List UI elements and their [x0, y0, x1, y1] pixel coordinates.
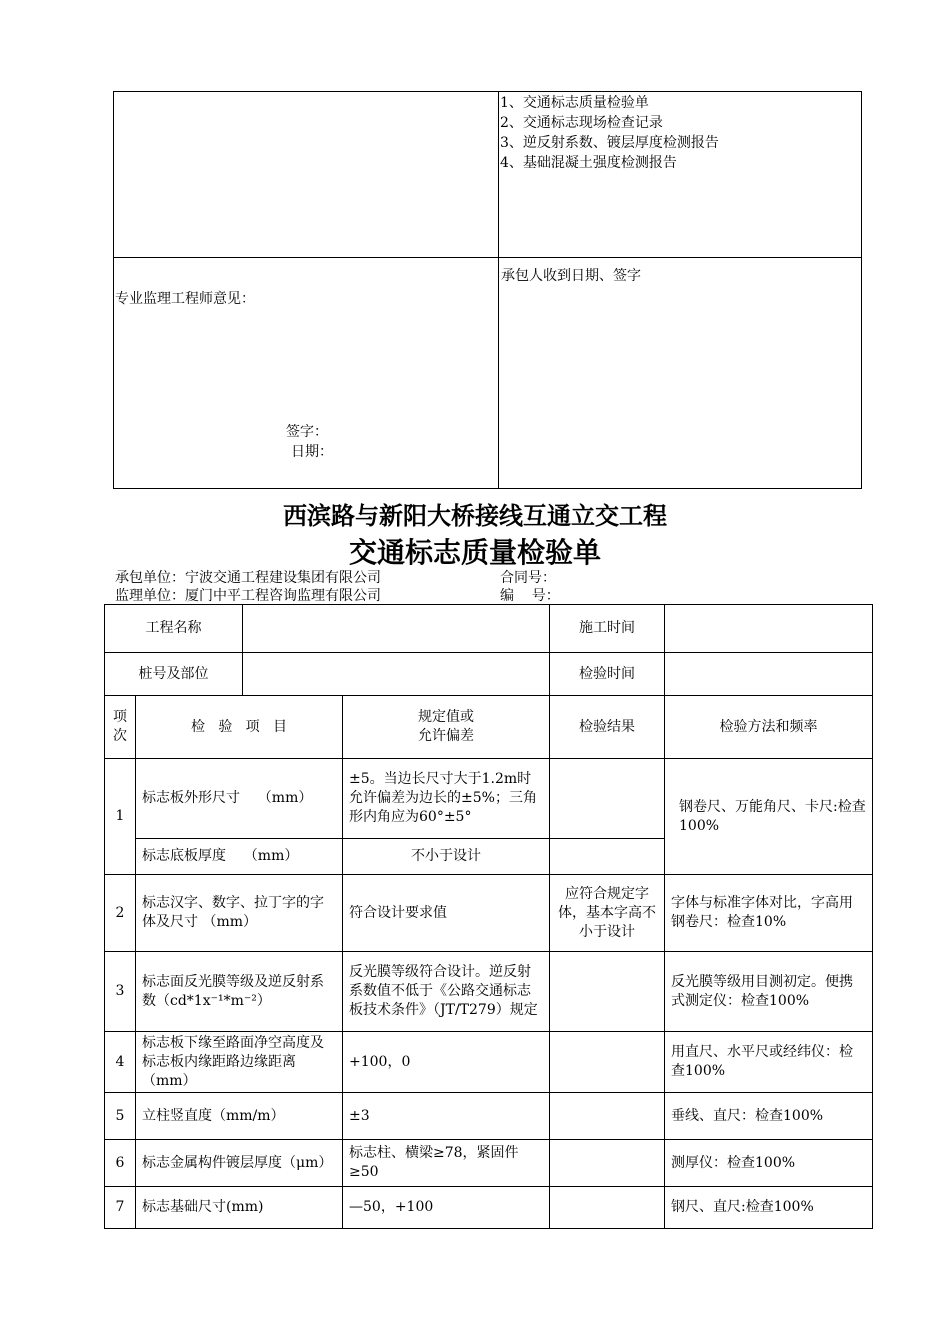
attachment-list	[500, 93, 719, 173]
row-item: 立柱竖直度（mm/m）	[136, 1093, 343, 1140]
attachment-item: 3、逆反射系数、镀层厚度检测报告	[500, 135, 719, 151]
row-index: 6	[105, 1140, 136, 1187]
table-row	[105, 875, 873, 952]
attachment-item: 1、交通标志质量检验单	[500, 95, 649, 111]
table-row	[105, 1187, 873, 1229]
row-item: 标志基础尺寸(mm)	[136, 1187, 343, 1229]
form-title: 交通标志质量检验单	[348, 536, 601, 569]
construction-time-label: 施工时间	[550, 605, 665, 653]
date-label: 日期：	[291, 444, 333, 460]
approval-divider-horizontal	[113, 257, 862, 258]
construction-time-value[interactable]	[665, 605, 873, 653]
row-method: 钢卷尺、万能角尺、卡尺:检查100%	[665, 759, 873, 875]
contractor-unit: 承包单位：宁波交通工程建设集团有限公司	[115, 570, 381, 586]
station-label: 桩号及部位	[105, 653, 243, 696]
table-row	[105, 1032, 873, 1093]
row-result[interactable]	[550, 1187, 665, 1229]
row-item: 标志汉字、数字、拉丁字的字体及尺寸 （mm）	[136, 875, 343, 952]
attachment-item: 4、基础混凝土强度检测报告	[500, 155, 677, 171]
project-name-label: 工程名称	[105, 605, 243, 653]
table-row	[105, 759, 873, 839]
row-result[interactable]	[550, 1032, 665, 1093]
row-spec: —50，+100	[343, 1187, 550, 1229]
inspection-time-label: 检验时间	[550, 653, 665, 696]
header-method: 检验方法和频率	[665, 696, 873, 759]
row-result[interactable]	[550, 1140, 665, 1187]
row-item: 标志底板厚度 （mm）	[136, 839, 343, 875]
approval-divider-vertical	[498, 91, 499, 489]
header-result: 检验结果	[550, 696, 665, 759]
table-row	[105, 653, 873, 696]
header-index: 项次	[105, 696, 136, 759]
row-index: 4	[105, 1032, 136, 1093]
row-result[interactable]	[550, 839, 665, 875]
row-spec: ±3	[343, 1093, 550, 1140]
table-row	[105, 952, 873, 1032]
signature-label: 签字：	[286, 424, 328, 440]
row-index: 2	[105, 875, 136, 952]
attachment-item: 2、交通标志现场检查记录	[500, 115, 663, 131]
row-result[interactable]	[550, 952, 665, 1032]
row-item: 标志板外形尺寸 （mm）	[136, 759, 343, 839]
header-spec: 规定值或 允许偏差	[343, 696, 550, 759]
row-item: 标志金属构件镀层厚度（μm）	[136, 1140, 343, 1187]
table-row	[105, 1140, 873, 1187]
table-row	[105, 605, 873, 653]
row-spec: 标志柱、横梁≥78，紧固件≥50	[343, 1140, 550, 1187]
supervisor-unit: 监理单位：厦门中平工程咨询监理有限公司	[115, 588, 381, 604]
row-spec: ±5。当边长尺寸大于1.2m时允许偏差为边长的±5%；三角形内角应为60°±5°	[343, 759, 550, 839]
row-index: 7	[105, 1187, 136, 1229]
table-row	[105, 1093, 873, 1140]
serial-number-label: 编 号：	[500, 588, 560, 604]
row-spec: 不小于设计	[343, 839, 550, 875]
contractor-receipt-label: 承包人收到日期、签字	[501, 268, 641, 284]
project-name-value[interactable]	[243, 605, 550, 653]
row-spec: 反光膜等级符合设计。逆反射系数值不低于《公路交通标志板技术条件》（JT/T279）规定	[343, 952, 550, 1032]
row-result[interactable]	[550, 759, 665, 839]
supervisor-opinion-label: 专业监理工程师意见：	[115, 291, 255, 307]
row-spec: 符合设计要求值	[343, 875, 550, 952]
inspection-table	[104, 604, 873, 1229]
row-item: 标志板下缘至路面净空高度及标志板内缘距路边缘距离（mm）	[136, 1032, 343, 1093]
row-method: 测厚仪：检查100%	[665, 1140, 873, 1187]
row-method: 反光膜等级用目测初定。便携式测定仪：检查100%	[665, 952, 873, 1032]
row-item: 标志面反光膜等级及逆反射系数（cd*1x⁻¹*m⁻²）	[136, 952, 343, 1032]
table-header-row	[105, 696, 873, 759]
inspection-time-value[interactable]	[665, 653, 873, 696]
contract-number-label: 合同号：	[500, 570, 556, 586]
row-index: 1	[105, 759, 136, 875]
row-index: 3	[105, 952, 136, 1032]
header-item: 检 验 项 目	[136, 696, 343, 759]
row-method: 用直尺、水平尺或经纬仪：检查100%	[665, 1032, 873, 1093]
project-title: 西滨路与新阳大桥接线互通立交工程	[283, 501, 667, 530]
row-method: 垂线、直尺：检查100%	[665, 1093, 873, 1140]
row-result: 应符合规定字体，基本字高不小于设计	[550, 875, 665, 952]
row-spec: +100，0	[343, 1032, 550, 1093]
row-method: 字体与标准字体对比，字高用钢卷尺：检查10%	[665, 875, 873, 952]
row-method: 钢尺、直尺:检查100%	[665, 1187, 873, 1229]
row-result[interactable]	[550, 1093, 665, 1140]
row-index: 5	[105, 1093, 136, 1140]
station-value[interactable]	[243, 653, 550, 696]
